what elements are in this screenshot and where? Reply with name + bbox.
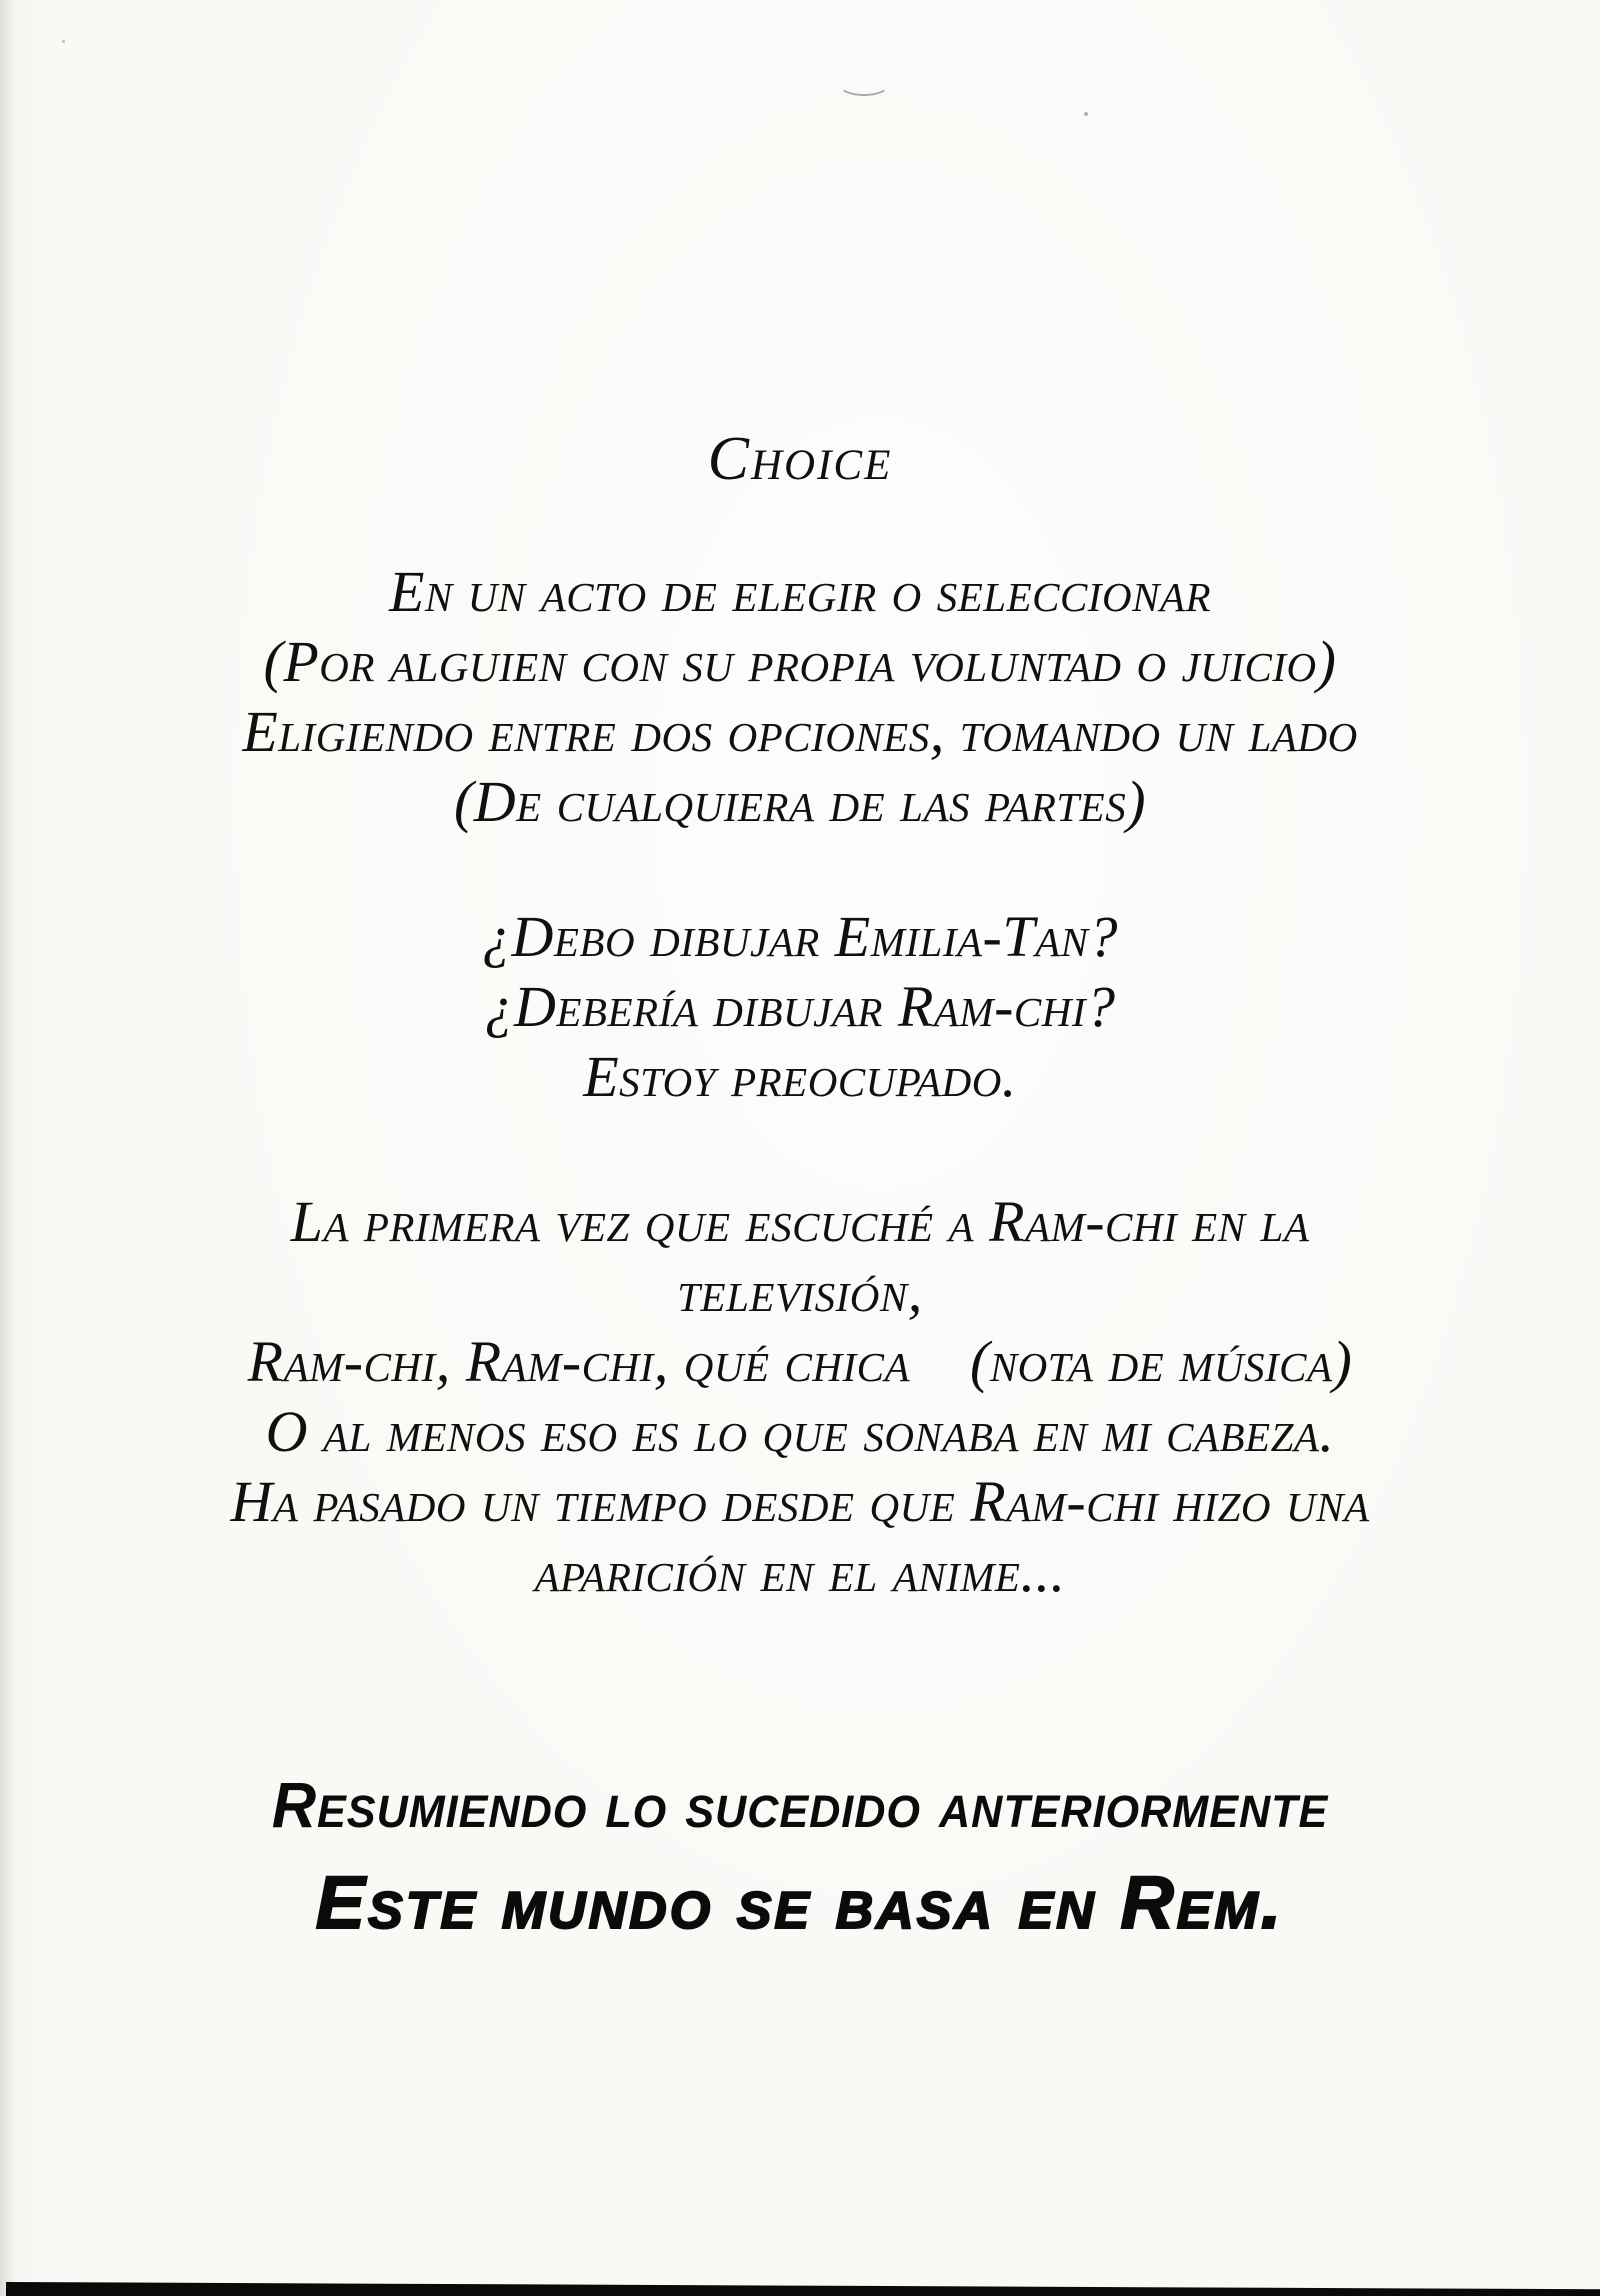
text-line: Ha pasado un tiempo desde que Ram-chi hizo una	[230, 1469, 1370, 1534]
text-line: Estoy preocupado.	[583, 1044, 1017, 1109]
summary-heading: Resumiendo lo sucedido anteriormente	[271, 1769, 1329, 1841]
text-line: (De cualquiera de las partes)	[453, 769, 1147, 834]
page-title: Choice	[707, 425, 893, 493]
text-line: aparición en el anime...	[534, 1539, 1066, 1604]
text-line: televisión,	[677, 1259, 923, 1324]
text-line: En un acto de elegir o seleccionar	[388, 559, 1212, 624]
text-line: ¿Debo dibujar Emilia-Tan?	[482, 904, 1118, 969]
text-line: ¿Debería dibujar Ram-chi?	[484, 974, 1116, 1039]
text-line: Eligiendo entre dos opciones, tomando un lado	[242, 699, 1358, 764]
text-line: (Por alguien con su propia voluntad o juicio)	[263, 629, 1337, 694]
scan-artifact-speck	[62, 40, 65, 43]
text-line: La primera vez que escuché a Ram-chi en la	[290, 1189, 1310, 1254]
text-line: O al menos eso es lo que sonaba en mi cabeza.	[265, 1399, 1335, 1464]
scan-bottom-bar	[6, 2282, 1600, 2296]
text-line: Ram-chi, Ram-chi, qué chica (nota de música)	[247, 1329, 1353, 1394]
scan-artifact-dot	[1084, 112, 1088, 116]
summary-statement: Este mundo se basa en Rem.	[315, 1861, 1285, 1944]
scan-artifact-curve	[838, 72, 890, 96]
paragraph-questions	[30, 902, 1570, 1112]
paragraph-definition	[30, 557, 1570, 837]
paragraph-anecdote	[30, 1187, 1570, 1607]
